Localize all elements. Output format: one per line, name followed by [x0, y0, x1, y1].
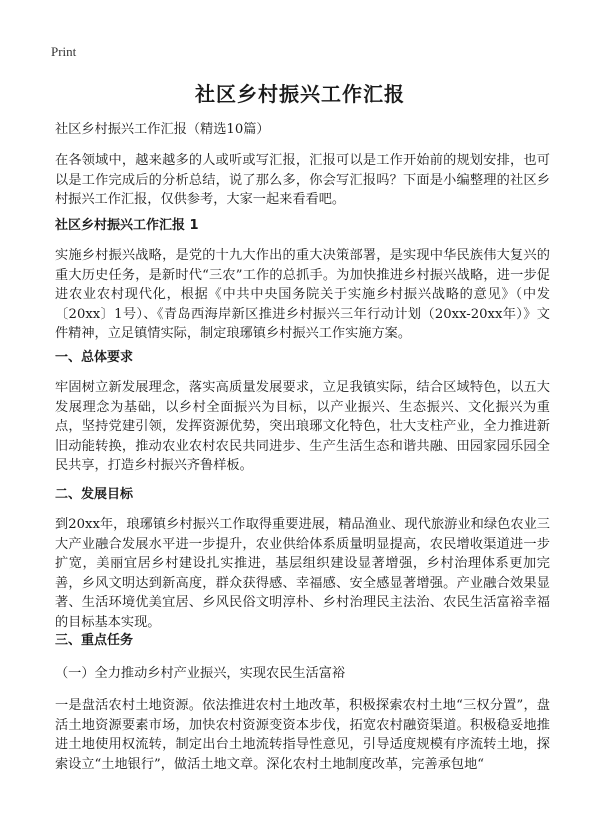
report-1-heading: 社区乡村振兴工作汇报 1	[55, 218, 199, 233]
section-1-heading: 一、总体要求	[55, 350, 134, 365]
report-1-paragraph: 实施乡村振兴战略，是党的十九大作出的重大决策部署，是实现中华民族伟大复兴的重大历史任务，是新时代“三农”工作的总抓手。为加快推进乡村振兴战略，进一步促进农业农村现代化，根据《中共中央国务院关于实施乡村振兴战略的意见》（中发〔20xx〕1号）、《青岛西海岸新区推进乡村振兴三年行动计划（20xx-20xx年）》文件精神，立足镇情实际，制定琅琊镇乡村振兴工作实施方案。	[55, 248, 550, 341]
section-2-heading: 二、发展目标	[55, 487, 134, 502]
page-title: 社区乡村振兴工作汇报	[195, 82, 405, 106]
section-3-heading: 三、重点任务	[55, 633, 134, 648]
task-1-paragraph: 一是盘活农村土地资源。依法推进农村土地改革，积极探索农村土地“三权分置”，盘活土地资源要素市场，加快农村资源变资本步伐，拓宽农村融资渠道。积极稳妥地推进土地使用权流转，制定出台土地流转指导性意见，引导适度规模有序流转土地，探索设立“土地银行”，做活土地文章。深化农村土地制度改革，完善承包地“	[55, 698, 550, 772]
section-2-paragraph: 到20xx年，琅琊镇乡村振兴工作取得重要进展，精品渔业、现代旅游业和绿色农业三大产业融合发展水平进一步提升，农业供给体系质量明显提高，农民增收渠道进一步扩宽，美丽宜居乡村建设扎实推进，基层组织建设显著增强，乡村治理体系更加完善，乡风文明达到新高度，群众获得感、幸福感、安全感显著增强。产业融合效果显著、生活环境优美宜居、乡风民俗文明淳朴、乡村治理民主法治、农民生活富裕幸福的目标基本实现。	[55, 517, 550, 630]
section-1-paragraph: 牢固树立新发展理念，落实高质量发展要求，立足我镇实际，结合区域特色，以五大发展理念为基础，以乡村全面振兴为目标，以产业振兴、生态振兴、文化振兴为重点，坚持党建引领，发挥资源优势，突出琅琊文化特色，壮大支柱产业，全力推进新旧动能转换，推动农业农村农民共同进步、生产生活生态和谐共融、田园家园乐园全民共享，打造乡村振兴齐鲁样板。	[55, 380, 550, 473]
intro-paragraph: 在各领域中，越来越多的人或听或写汇报，汇报可以是工作开始前的规划安排，也可以是工作完成后的分析总结，说了那么多，你会写汇报吗？下面是小编整理的社区乡村振兴工作汇报，仅供参考，大家一起来看看吧。	[55, 153, 550, 207]
task-1-heading: （一）全力推动乡村产业振兴，实现农民生活富裕	[55, 666, 346, 681]
document-subtitle: 社区乡村振兴工作汇报（精选10篇）	[55, 122, 270, 137]
print-link[interactable]: Print	[51, 44, 77, 59]
